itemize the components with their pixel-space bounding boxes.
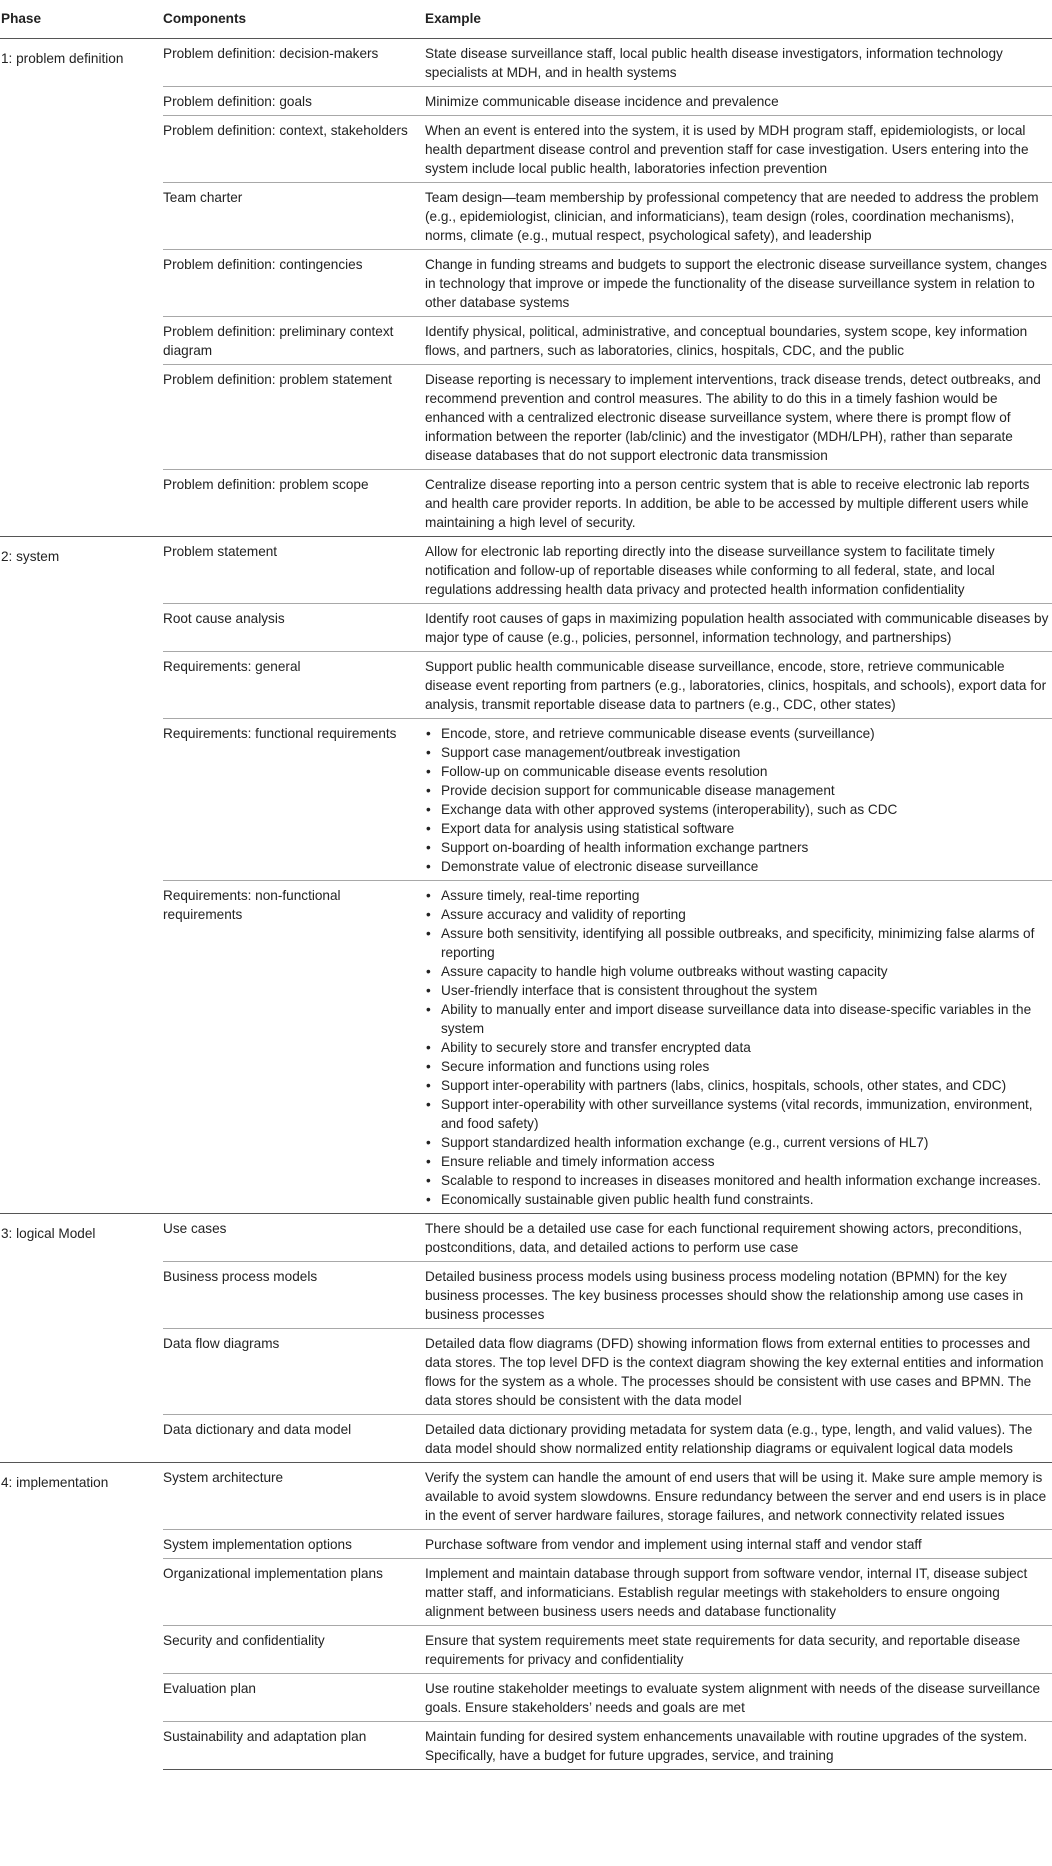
example-cell: Change in funding streams and budgets to support the electronic disease surveillance system, changes in technology that improve or impede the functionality of the disease surveillance system in relation to other database systems	[425, 250, 1052, 317]
example-cell: Identify root causes of gaps in maximizing population health associated with communicable diseases by major type of cause (e.g., policies, personnel, information technology, and partnerships)	[425, 604, 1052, 652]
component-cell: System implementation options	[163, 1530, 425, 1559]
example-cell: Support public health communicable disease surveillance, encode, store, retrieve communicable disease event reporting from partners (e.g., laboratories, clinics, hospitals, and schools), export data for analysis, transmit reportable disease data to partners (e.g., CDC, other states)	[425, 652, 1052, 719]
list-item: • Ability to manually enter and import disease surveillance data into disease-specific variables in the system	[425, 1000, 1050, 1038]
component-cell: Problem definition: context, stakeholders	[163, 116, 425, 183]
component-cell: System architecture	[163, 1463, 425, 1530]
example-cell	[425, 719, 1052, 881]
phase-cell: 4: implementation	[0, 1463, 163, 1770]
component-cell: Requirements: non-functional requirements	[163, 881, 425, 1214]
component-cell: Organizational implementation plans	[163, 1559, 425, 1626]
example-cell: Verify the system can handle the amount of end users that will be using it. Make sure ample memory is available to avoid system slowdowns. Ensure redundancy between the server and end users is in place in the event of server hardware failures, storage failures, and network connectivity related issues	[425, 1463, 1052, 1530]
example-cell: Purchase software from vendor and implement using internal staff and vendor staff	[425, 1530, 1052, 1559]
list-item: • Scalable to respond to increases in diseases monitored and health information exchange increases.	[425, 1171, 1050, 1190]
list-item: • Support case management/outbreak investigation	[425, 743, 1050, 762]
list-item: • Support standardized health information exchange (e.g., current versions of HL7)	[425, 1133, 1050, 1152]
component-cell: Requirements: functional requirements	[163, 719, 425, 881]
list-item: • Ensure reliable and timely information access	[425, 1152, 1050, 1171]
component-cell: Evaluation plan	[163, 1674, 425, 1722]
component-cell: Problem definition: preliminary context diagram	[163, 317, 425, 365]
component-cell: Problem statement	[163, 537, 425, 604]
phase-cell: 3: logical Model	[0, 1214, 163, 1463]
requirements-list	[425, 886, 1050, 1209]
table-row	[0, 1463, 1052, 1530]
list-item: • Secure information and functions using roles	[425, 1057, 1050, 1076]
header-row	[0, 0, 1052, 39]
example-column-header: Example	[425, 0, 1052, 39]
component-cell: Sustainability and adaptation plan	[163, 1722, 425, 1770]
list-item: • Provide decision support for communicable disease management	[425, 781, 1050, 800]
list-item: • Support inter-operability with partners (labs, clinics, hospitals, schools, other states, and CDC)	[425, 1076, 1050, 1095]
component-cell: Problem definition: decision-makers	[163, 39, 425, 87]
component-cell: Requirements: general	[163, 652, 425, 719]
example-cell: When an event is entered into the system, it is used by MDH program staff, epidemiologists, or local health department disease control and prevention staff for case investigation. Users entering into the system include local public health, laboratories infection prevention	[425, 116, 1052, 183]
list-item: • Assure capacity to handle high volume outbreaks without wasting capacity	[425, 962, 1050, 981]
table-header	[0, 0, 1052, 39]
component-cell: Problem definition: problem scope	[163, 470, 425, 537]
list-item: • Export data for analysis using statistical software	[425, 819, 1050, 838]
table-row	[0, 537, 1052, 604]
phase-column-header: Phase	[0, 0, 163, 39]
example-cell: Detailed data flow diagrams (DFD) showing information flows from external entities to processes and data stores. The top level DFD is the context diagram showing the key external entities and information flows for the system as a whole. The processes should be consistent with use cases and BPMN. The data stores should be consistent with the data model	[425, 1329, 1052, 1415]
component-cell: Root cause analysis	[163, 604, 425, 652]
component-cell: Data dictionary and data model	[163, 1415, 425, 1463]
example-cell: Allow for electronic lab reporting directly into the disease surveillance system to facilitate timely notification and follow-up of reportable diseases while conforming to all federal, state, and local regulations addressing health data privacy and protected health information confidentiality	[425, 537, 1052, 604]
list-item: • Follow-up on communicable disease events resolution	[425, 762, 1050, 781]
example-cell: Detailed data dictionary providing metadata for system data (e.g., type, length, and valid values). The data model should show normalized entity relationship diagrams or equivalent logical data models	[425, 1415, 1052, 1463]
table-row	[0, 1214, 1052, 1262]
requirements-list	[425, 724, 1050, 876]
list-item: • Support inter-operability with other surveillance systems (vital records, immunization, environment, and food safety)	[425, 1095, 1050, 1133]
list-item: • Assure both sensitivity, identifying all possible outbreaks, and specificity, minimizing false alarms of reporting	[425, 924, 1050, 962]
example-cell	[425, 881, 1052, 1214]
table-row	[0, 39, 1052, 87]
component-cell: Data flow diagrams	[163, 1329, 425, 1415]
list-item: • Encode, store, and retrieve communicable disease events (surveillance)	[425, 724, 1050, 743]
component-cell: Business process models	[163, 1262, 425, 1329]
example-cell: Implement and maintain database through support from software vendor, internal IT, disease subject matter staff, and informaticians. Establish regular meetings with stakeholders to ensure ongoing alignment between business users needs and database functionality	[425, 1559, 1052, 1626]
example-cell: Disease reporting is necessary to implement interventions, track disease trends, detect outbreaks, and recommend prevention and control measures. The ability to do this in a timely fashion would be enhanced with a centralized electronic disease surveillance system, where there is prompt flow of information between the reporter (lab/clinic) and the investigator (MDH/LPH), rather than separate disease databases that do not support electronic data transmission	[425, 365, 1052, 470]
component-cell: Team charter	[163, 183, 425, 250]
phase-cell: 1: problem definition	[0, 39, 163, 537]
list-item: • Ability to securely store and transfer encrypted data	[425, 1038, 1050, 1057]
list-item: • Demonstrate value of electronic disease surveillance	[425, 857, 1050, 876]
example-cell: Detailed business process models using business process modeling notation (BPMN) for the key business processes. The key business processes should show the relationship among use cases in business processes	[425, 1262, 1052, 1329]
component-cell: Problem definition: problem statement	[163, 365, 425, 470]
example-cell: There should be a detailed use case for each functional requirement showing actors, preconditions, postconditions, data, and detailed actions to perform use case	[425, 1214, 1052, 1262]
list-item: • Assure timely, real-time reporting	[425, 886, 1050, 905]
component-cell: Problem definition: contingencies	[163, 250, 425, 317]
list-item: • User-friendly interface that is consistent throughout the system	[425, 981, 1050, 1000]
example-cell: Maintain funding for desired system enhancements unavailable with routine upgrades of the system. Specifically, have a budget for future upgrades, service, and training	[425, 1722, 1052, 1770]
components-column-header: Components	[163, 0, 425, 39]
list-item: • Economically sustainable given public health fund constraints.	[425, 1190, 1050, 1209]
example-cell: Minimize communicable disease incidence and prevalence	[425, 87, 1052, 116]
component-cell: Use cases	[163, 1214, 425, 1262]
example-cell: Use routine stakeholder meetings to evaluate system alignment with needs of the disease surveillance goals. Ensure stakeholders’ needs and goals are met	[425, 1674, 1052, 1722]
list-item: • Exchange data with other approved systems (interoperability), such as CDC	[425, 800, 1050, 819]
component-cell: Problem definition: goals	[163, 87, 425, 116]
table-body	[0, 39, 1052, 1770]
list-item: • Assure accuracy and validity of reporting	[425, 905, 1050, 924]
example-cell: Team design—team membership by professional competency that are needed to address the problem (e.g., epidemiologist, clinician, and informaticians), team design (roles, coordination mechanisms), norms, climate (e.g., mutual respect, psychological safety), and leadership	[425, 183, 1052, 250]
phase-cell: 2: system	[0, 537, 163, 1214]
example-cell: State disease surveillance staff, local public health disease investigators, information technology specialists at MDH, and in health systems	[425, 39, 1052, 87]
example-cell: Ensure that system requirements meet state requirements for data security, and reportable disease requirements for privacy and confidentiality	[425, 1626, 1052, 1674]
component-cell: Security and confidentiality	[163, 1626, 425, 1674]
list-item: • Support on-boarding of health information exchange partners	[425, 838, 1050, 857]
example-cell: Centralize disease reporting into a person centric system that is able to receive electronic lab reports and health care provider reports. In addition, be able to be accessed by multiple different users while maintaining a high level of security.	[425, 470, 1052, 537]
example-cell: Identify physical, political, administrative, and conceptual boundaries, system scope, key information flows, and partners, such as laboratories, clinics, hospitals, CDC, and the public	[425, 317, 1052, 365]
